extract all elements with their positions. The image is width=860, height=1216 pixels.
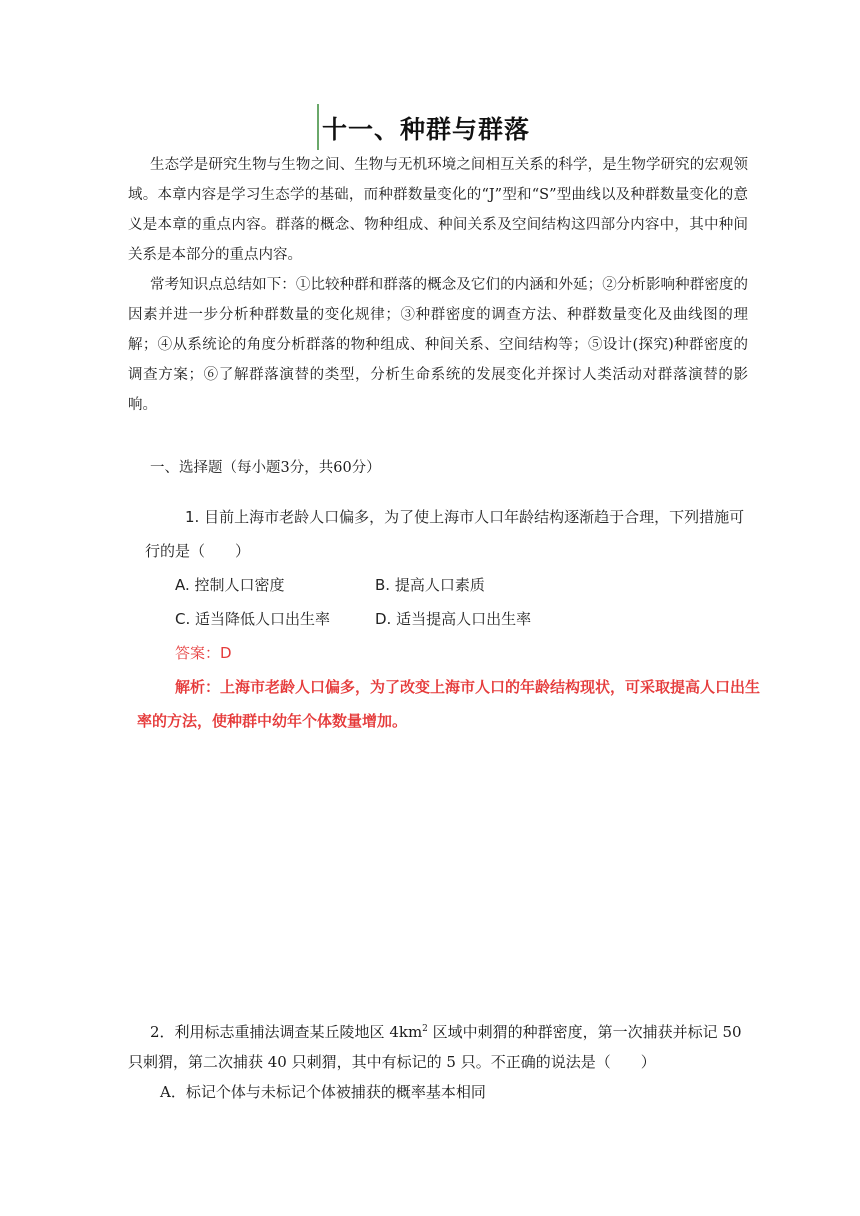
question-1-answer: 答案：D [175,644,232,662]
title-accent-bar [317,104,319,150]
page-title: 十一、种群与群落 [322,115,531,144]
question-2-option-a: A．标记个体与未标记个体被捕获的概率基本相同 [160,1083,486,1101]
question-1 [137,500,765,738]
question-1-stem-line-2: 行的是（ ） [145,542,251,560]
intro-paragraph-1: 生态学是研究生物与生物之间、生物与无机环境之间相互关系的科学，是生物学研究的宏观领域。本章内容是学习生态学的基础，而种群数量变化的“J”型和“S”型曲线以及种群数量变化的意义是本章的重点内容。群落的概念、物种组成、种间关系及空间结构这四部分内容中，其中种间关系是本部分的重点内容。 [128,157,748,263]
question-1-options [145,568,765,636]
superscript-2: 2 [422,1024,428,1034]
section-heading: 一、选择题（每小题3分，共60分） [150,460,381,476]
question-2-stem-part-1: 2．利用标志重捕法调查某丘陵地区 4km [150,1023,423,1041]
option-c: C. 适当降低人口出生率 [175,610,331,628]
question-1-stem-line-1: 1. 目前上海市老龄人口偏多，为了使上海市人口年龄结构逐渐趋于合理，下列措施可 [185,508,745,526]
question-2-stem-part-2: 区域中刺猬的种群密度，第一次捕获并标记 50 只刺猬，第二次捕获 40 只刺猬，其中有标记的 5 只。不正确的说法是（ ） [128,1023,742,1071]
question-1-analysis: 解析：上海市老龄人口偏多，为了改变上海市人口的年龄结构现状，可采取提高人口出生率的方法，使种群中幼年个体数量增加。 [137,678,761,730]
intro-paragraph-2: 常考知识点总结如下：①比较种群和群落的概念及它们的内涵和外延；②分析影响种群密度的因素并进一步分析种群数量的变化规律；③种群密度的调查方法、种群数量变化及曲线图的理解；④从系统论的角度分析群落的物种组成、种间关系、空间结构等；⑤设计(探究)种群密度的调查方案；⑥了解群落演替的类型，分析生命系统的发展变化并探讨人类活动对群落演替的影响。 [128,277,748,413]
option-b: B. 提高人口素质 [375,576,485,594]
intro-section [128,150,748,420]
option-a: A. 控制人口密度 [175,576,285,594]
question-2-stem [128,1014,748,1077]
question-2 [128,1014,748,1107]
option-d: D. 适当提高人口出生率 [375,610,532,628]
